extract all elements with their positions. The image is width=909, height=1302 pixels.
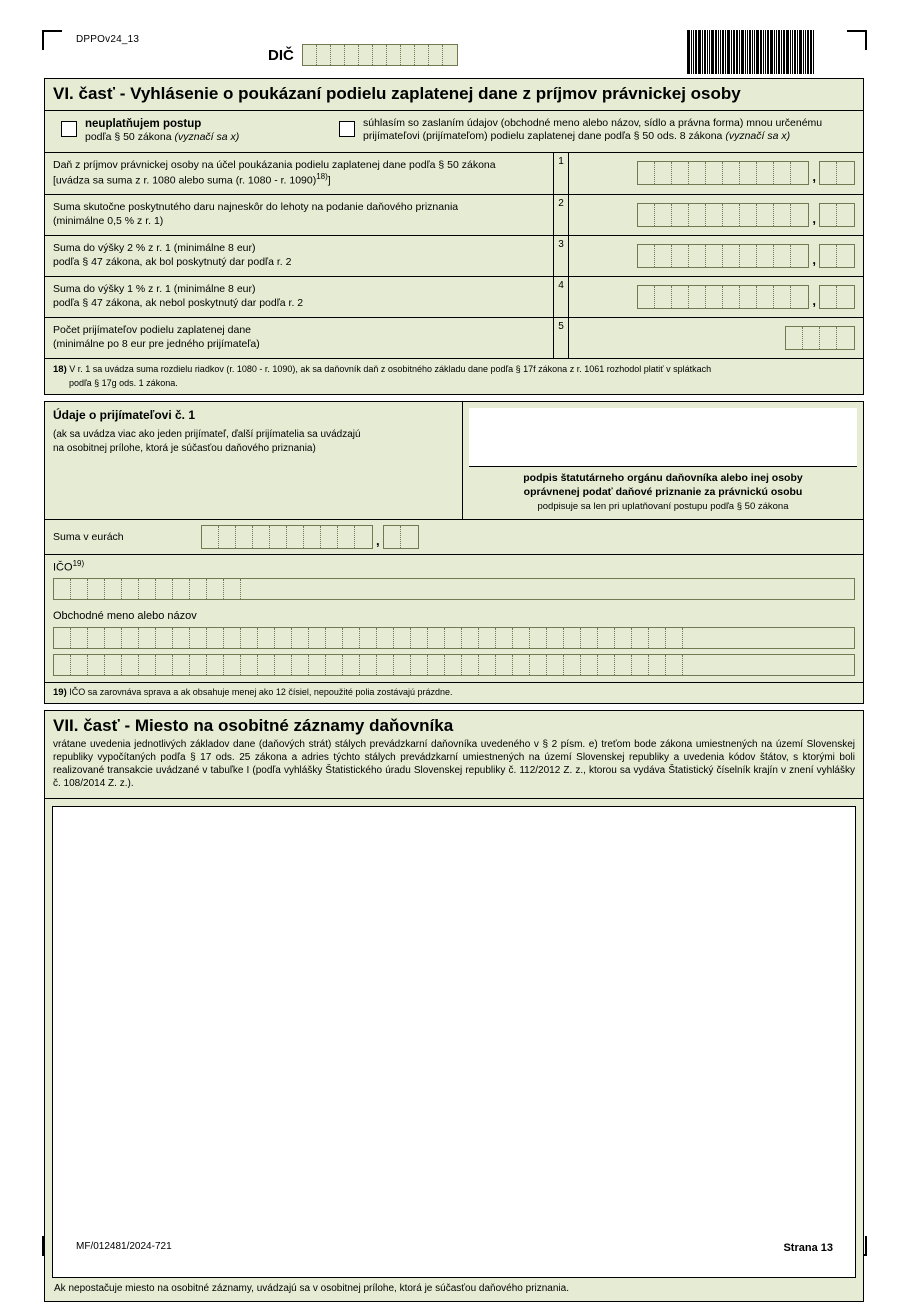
row-integer-input[interactable] xyxy=(637,285,809,309)
ico-row xyxy=(45,554,863,606)
ico-footnote-marker: 19) xyxy=(72,559,85,569)
row-value-fields xyxy=(569,236,863,276)
section-7-box xyxy=(44,799,864,1302)
section-6-row xyxy=(45,317,863,358)
row-integer-input[interactable] xyxy=(637,203,809,227)
option-left-rest: podľa § 50 zákona xyxy=(85,131,172,144)
page-number: Strana 13 xyxy=(783,1242,833,1254)
recipient-subtitle-2: na osobitnej prílohe, ktorá je súčasťou daňového priznania) xyxy=(53,442,316,454)
footnote-18-line1: V r. 1 sa uvádza suma rozdielu riadkov (r. 1080 - r. 1090), ak sa daňovník daň z osobitného základu dane podľa § 17f zákona z r. 1061 rozhodol platiť v splátkach xyxy=(69,364,712,375)
row-decimal-input[interactable] xyxy=(819,285,855,309)
recipient-subtitle-1: (ak sa uvádza viac ako jeden prijímateľ, ďalší prijímatelia sa uvádzajú xyxy=(53,429,361,441)
sum-decimal-input[interactable] xyxy=(383,525,419,549)
ico-input[interactable] xyxy=(53,578,855,600)
recipient-block xyxy=(44,401,864,704)
section-6-rows xyxy=(45,152,863,359)
business-name-input-line1[interactable] xyxy=(53,627,855,649)
row-decimal-input[interactable] xyxy=(819,244,855,268)
business-name-input-line2[interactable] xyxy=(53,654,855,676)
section-7-note: Ak nepostačuje miesto na osobitné záznamy, uvádzajú sa v osobitnej prílohe, ktorá je súčasťou daňového priznania. xyxy=(54,1282,569,1294)
row-number: 5 xyxy=(553,318,569,358)
checkbox-consent-data[interactable] xyxy=(339,121,355,137)
option-right-line1: súhlasím so zaslaním údajov (obchodné meno alebo názov, sídlo a právna forma) mnou určenému xyxy=(363,117,823,129)
section-7-header xyxy=(44,710,864,799)
form-body xyxy=(44,78,864,1302)
footnote-18-marker: 18) xyxy=(53,364,67,376)
barcode xyxy=(687,30,837,74)
row-number: 1 xyxy=(553,153,569,195)
option-right-italic: (vyznačí sa x) xyxy=(725,130,791,143)
dic-label: DIČ xyxy=(268,46,294,64)
section-6-row xyxy=(45,235,863,276)
row-description-line1: Suma skutočne poskytnutého daru najneskôr do lehoty na podanie daňového priznania xyxy=(53,201,459,214)
row-description-line1: Suma do výšky 2 % z r. 1 (minimálne 8 eur) xyxy=(53,242,256,255)
row-description-line2: (minimálne 0,5 % z r. 1) xyxy=(53,214,164,227)
row-number: 3 xyxy=(553,236,569,276)
row-footnote-marker: 18) xyxy=(316,172,328,182)
row-description xyxy=(45,236,553,276)
row-decimal-input[interactable] xyxy=(819,161,855,185)
recipient-sum-row xyxy=(45,519,863,554)
row-value-fields xyxy=(569,153,863,195)
row-integer-input[interactable] xyxy=(785,326,855,350)
decimal-separator: , xyxy=(812,293,816,309)
corner-mark-top-right xyxy=(847,30,867,50)
row-value-fields xyxy=(569,277,863,317)
row-description-line2: podľa § 47 zákona, ak nebol poskytnutý dar podľa r. 2 xyxy=(53,296,304,309)
row-description xyxy=(45,277,553,317)
option-left-italic: (vyznačí sa x) xyxy=(174,131,240,144)
dic-input[interactable] xyxy=(302,44,458,66)
decimal-separator: , xyxy=(812,252,816,268)
form-code: DPPOv24_13 xyxy=(76,34,140,45)
row-number: 4 xyxy=(553,277,569,317)
row-description-line2: (minimálne po 8 eur pre jedného prijímateľa) xyxy=(53,337,260,350)
row-value-fields xyxy=(569,318,863,358)
declaration-options xyxy=(45,111,863,152)
row-description-line1: Daň z príjmov právnickej osoby na účel poukázania podielu zaplatenej dane podľa § 50 zákona xyxy=(53,158,496,171)
dic-field-group xyxy=(268,44,458,66)
ico-label: IČO xyxy=(53,561,73,574)
special-records-textarea[interactable] xyxy=(52,806,856,1278)
footnote-19-text: IČO sa zarovnáva sprava a ak obsahuje menej ako 12 čísiel, nepoužité polia zostávajú prázdne. xyxy=(69,686,453,697)
footnote-19-marker: 19) xyxy=(53,686,67,698)
row-description xyxy=(45,195,553,235)
row-description-line1: Počet prijímateľov podielu zaplatenej dane xyxy=(53,324,252,337)
row-description xyxy=(45,318,553,358)
row-integer-input[interactable] xyxy=(637,244,809,268)
corner-mark-top-left xyxy=(42,30,62,50)
footnote-18-line2: podľa § 17g ods. 1 zákona. xyxy=(69,378,178,389)
footnote-19 xyxy=(45,682,863,703)
sum-integer-input[interactable] xyxy=(201,525,373,549)
row-description-line2: [uvádza sa suma z r. 1080 alebo suma (r. 1080 - r. 1090) xyxy=(53,174,317,187)
section-6-row xyxy=(45,152,863,195)
row-number: 2 xyxy=(553,195,569,235)
document-id: MF/012481/2024-721 xyxy=(76,1241,172,1252)
business-name-row xyxy=(45,610,863,682)
checkbox-no-procedure[interactable] xyxy=(61,121,77,137)
recipient-info xyxy=(45,402,462,519)
signature-input[interactable] xyxy=(469,408,857,467)
section-7-paragraph: vrátane uvedenia jednotlivých základov dane (daňových strát) stálych prevádzkarní daňovníka uvedeného v § 2 písm. e) treťom bode zákona umiestnených na území Slovenskej republiky vypočítaných podľa § 17 ods. 25 zákona a adries týchto stálych prevádzkarní umiestnených na území Slovenskej republiky a uvedenia kódov štátov, s ktorými boli realizované transakcie uvádzané v tabuľke I (podľa vyhlášky Štatistického úradu Slovenskej republiky č. 112/2012 Z. z., ktorou sa vydáva Štatistický číselník krajín v znení vyhlášky č. 108/2014 Z. z.). xyxy=(53,738,855,790)
row-description-line2b: ] xyxy=(327,174,331,187)
option-right xyxy=(339,117,857,145)
decimal-separator: , xyxy=(376,533,380,549)
row-description-line1: Suma do výšky 1 % z r. 1 (minimálne 8 eur) xyxy=(53,283,256,296)
decimal-separator: , xyxy=(812,211,816,227)
decimal-separator: , xyxy=(812,169,816,185)
row-integer-input[interactable] xyxy=(637,161,809,185)
recipient-title: Údaje o prijímateľovi č. 1 xyxy=(53,408,196,423)
signature-line-3: podpisuje sa len pri uplatňovaní postupu podľa § 50 zákona xyxy=(537,500,789,512)
signature-line-1: podpis štatutárneho orgánu daňovníka alebo inej osoby xyxy=(523,472,803,485)
row-decimal-input[interactable] xyxy=(819,203,855,227)
option-left xyxy=(51,117,331,145)
row-value-fields xyxy=(569,195,863,235)
section-6-box xyxy=(44,111,864,395)
option-left-bold: neuplatňujem postup xyxy=(85,118,202,130)
row-description-line2: podľa § 47 zákona, ak bol poskytnutý dar podľa r. 2 xyxy=(53,255,292,268)
section-6-row xyxy=(45,194,863,235)
sum-label: Suma v eurách xyxy=(53,531,124,544)
section-6-row xyxy=(45,276,863,317)
signature-line-2: oprávnenej podať daňové priznanie za právnickú osobu xyxy=(523,485,803,498)
section-6-title: VI. časť - Vyhlásenie o poukázaní podielu zaplatenej dane z príjmov právnickej osoby xyxy=(44,78,864,111)
section-7-title: VII. časť - Miesto na osobitné záznamy daňovníka xyxy=(53,715,454,735)
row-description xyxy=(45,153,553,195)
business-name-label: Obchodné meno alebo názov xyxy=(53,609,197,622)
recipient-top xyxy=(45,402,863,519)
signature-area xyxy=(462,402,863,519)
sum-fields xyxy=(201,520,463,554)
option-right-line2: prijímateľovi (prijímateľom) podielu zaplatenej dane podľa § 50 ods. 8 zákona xyxy=(363,130,723,143)
footnote-18 xyxy=(45,358,863,394)
